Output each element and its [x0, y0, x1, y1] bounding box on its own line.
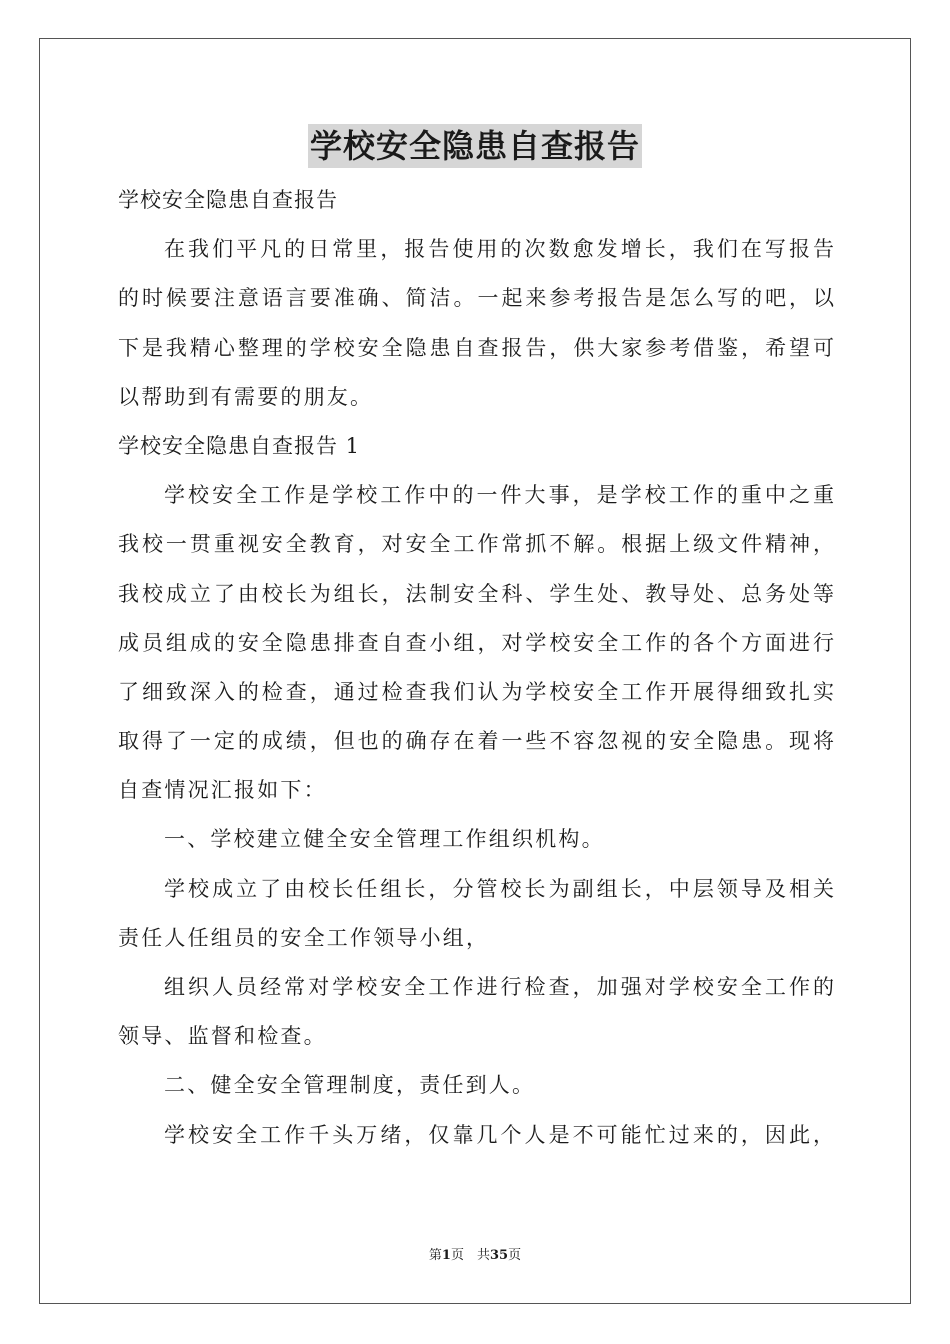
footer-page-number: 1 — [441, 1248, 451, 1263]
paragraph-line: 领导、监督和检查。 — [118, 1024, 327, 1049]
paragraph-line: 我校一贯重视安全教育，对安全工作常抓不解。根据上级文件精神， — [118, 532, 834, 557]
paragraph-line: 学校安全工作千头万绪，仅靠几个人是不可能忙过来的，因此， — [164, 1122, 834, 1147]
paragraph-line: 我校成立了由校长为组长，法制安全科、学生处、教导处、总务处等 — [118, 581, 834, 606]
section-heading: 学校安全隐患自查报告 1 — [118, 433, 361, 458]
document-title: 学校安全隐患自查报告 — [308, 124, 642, 168]
footer-middle: 页 共 — [450, 1248, 490, 1263]
section-heading: 学校安全隐患自查报告 — [118, 188, 338, 212]
paragraph-line: 组织人员经常对学校安全工作进行检查，加强对学校安全工作的 — [164, 975, 834, 999]
paragraph-line: 在我们平凡的日常里，报告使用的次数愈发增长，我们在写报告 — [164, 237, 834, 262]
paragraph-line: 的时候要注意语言要准确、简洁。一起来参考报告是怎么写的吧，以 — [118, 286, 834, 311]
paragraph-line: 下是我精心整理的学校安全隐患自查报告，供大家参考借鉴，希望可 — [118, 335, 834, 360]
paragraph-line: 二、健全安全管理制度，责任到人。 — [164, 1073, 536, 1098]
footer-prefix: 第 — [428, 1248, 442, 1263]
document-body — [118, 176, 834, 1160]
paragraph-line: 学校安全工作是学校工作中的一件大事，是学校工作的重中之重 — [164, 483, 834, 508]
title-container — [0, 124, 950, 168]
paragraph-line: 自查情况汇报如下： — [118, 778, 327, 803]
paragraph-line: 责任人任组员的安全工作领导小组， — [118, 925, 490, 950]
footer-total-pages: 35 — [489, 1248, 509, 1263]
paragraph-line: 了细致深入的检查，通过检查我们认为学校安全工作开展得细致扎实 — [118, 679, 834, 704]
footer-suffix: 页 — [508, 1248, 522, 1263]
paragraph-line: 一、学校建立健全安全管理工作组织机构。 — [164, 827, 605, 852]
paragraph-line: 学校成立了由校长任组长，分管校长为副组长，中层领导及相关 — [164, 876, 834, 901]
paragraph-line: 成员组成的安全隐患排查自查小组，对学校安全工作的各个方面进行 — [118, 630, 834, 655]
paragraph-line: 以帮助到有需要的朋友。 — [118, 384, 374, 409]
page-footer — [0, 1244, 950, 1263]
paragraph-line: 取得了一定的成绩，但也的确存在着一些不容忽视的安全隐患。现将 — [118, 729, 834, 754]
